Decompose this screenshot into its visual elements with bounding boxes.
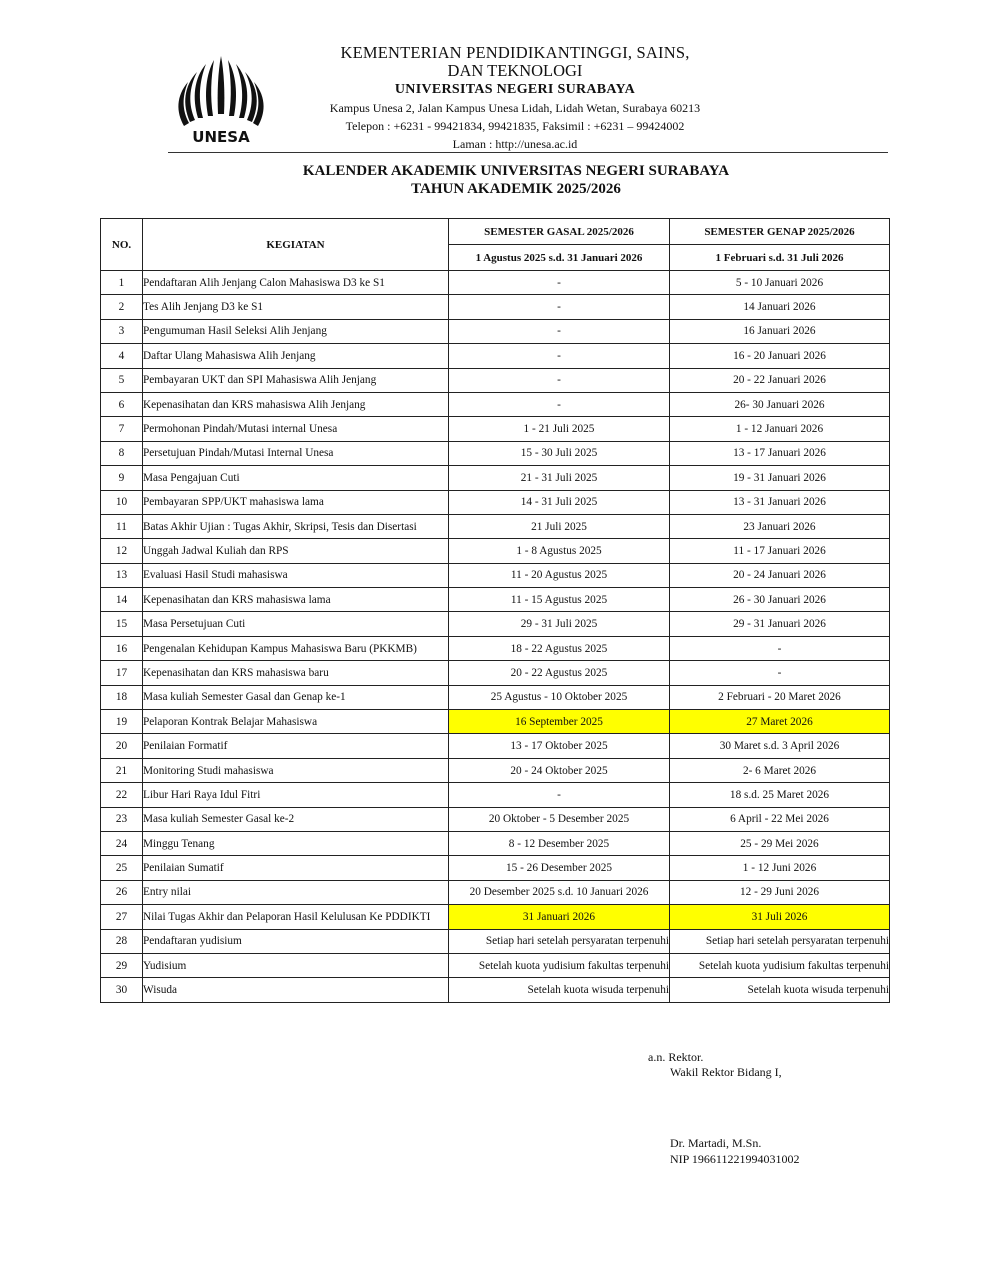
row-number: 20 [101,734,143,758]
row-number: 16 [101,636,143,660]
row-semester-genap: 20 - 24 Januari 2026 [670,563,890,587]
letterhead-divider [168,152,888,153]
row-kegiatan: Yudisium [143,953,449,977]
row-semester-genap: 25 - 29 Mei 2026 [670,831,890,855]
row-semester-genap: 29 - 31 Januari 2026 [670,612,890,636]
row-number: 11 [101,514,143,538]
title-line-1: KALENDER AKADEMIK UNIVERSITAS NEGERI SURABAYA [302,163,730,179]
row-kegiatan: Monitoring Studi mahasiswa [143,758,449,782]
row-number: 1 [101,271,143,295]
address: Kampus Unesa 2, Jalan Kampus Unesa Lidah, Lidah Wetan, Surabaya 60213 [329,101,701,115]
row-semester-gasal: - [449,344,670,368]
table-row [101,831,890,855]
row-kegiatan: Masa kuliah Semester Gasal ke-2 [143,807,449,831]
row-semester-gasal: 29 - 31 Juli 2025 [449,612,670,636]
signature-name: Dr. Martadi, M.Sn. [670,1136,762,1150]
row-semester-gasal: 20 Desember 2025 s.d. 10 Januari 2026 [449,880,670,904]
row-semester-gasal: - [449,271,670,295]
phone: Telepon : +6231 - 99421834, 99421835, Faksimil : +6231 – 99424002 [345,119,685,133]
row-semester-genap: 20 - 22 Januari 2026 [670,368,890,392]
table-row [101,661,890,685]
table-row [101,734,890,758]
row-kegiatan: Masa kuliah Semester Gasal dan Genap ke-1 [143,685,449,709]
row-number: 17 [101,661,143,685]
row-number: 24 [101,831,143,855]
signature-an: a.n. Rektor. [648,1050,704,1064]
header-genap-title: SEMESTER GENAP 2025/2026 [670,219,890,245]
row-number: 12 [101,539,143,563]
row-semester-genap: 11 - 17 Januari 2026 [670,539,890,563]
row-kegiatan: Evaluasi Hasil Studi mahasiswa [143,563,449,587]
row-number: 19 [101,710,143,734]
row-semester-gasal: 11 - 20 Agustus 2025 [449,563,670,587]
row-number: 28 [101,929,143,953]
table-row [101,441,890,465]
row-semester-gasal: 31 Januari 2026 [449,905,670,929]
row-semester-genap: 2- 6 Maret 2026 [670,758,890,782]
row-semester-gasal: - [449,319,670,343]
row-kegiatan: Persetujuan Pindah/Mutasi Internal Unesa [143,441,449,465]
signature-nip: NIP 196611221994031002 [670,1152,800,1166]
row-number: 23 [101,807,143,831]
title-line-2: TAHUN AKADEMIK 2025/2026 [411,180,621,197]
unesa-logo [168,52,274,148]
row-number: 15 [101,612,143,636]
row-semester-gasal: 25 Agustus - 10 Oktober 2025 [449,685,670,709]
row-number: 25 [101,856,143,880]
row-kegiatan: Pengumuman Hasil Seleksi Alih Jenjang [143,319,449,343]
row-semester-genap: 19 - 31 Januari 2026 [670,466,890,490]
row-semester-genap: 6 April - 22 Mei 2026 [670,807,890,831]
row-kegiatan: Minggu Tenang [143,831,449,855]
row-semester-gasal: 20 - 22 Agustus 2025 [449,661,670,685]
row-kegiatan: Permohonan Pindah/Mutasi internal Unesa [143,417,449,441]
row-semester-genap: 12 - 29 Juni 2026 [670,880,890,904]
row-number: 21 [101,758,143,782]
row-number: 7 [101,417,143,441]
row-kegiatan: Tes Alih Jenjang D3 ke S1 [143,295,449,319]
row-semester-gasal: 8 - 12 Desember 2025 [449,831,670,855]
row-semester-gasal: 14 - 31 Juli 2025 [449,490,670,514]
row-semester-genap: 1 - 12 Juni 2026 [670,856,890,880]
row-kegiatan: Pembayaran UKT dan SPI Mahasiswa Alih Jenjang [143,368,449,392]
table-row [101,905,890,929]
row-semester-genap: 13 - 31 Januari 2026 [670,490,890,514]
row-semester-genap: Setiap hari setelah persyaratan terpenuhi [670,929,890,953]
row-semester-genap: - [670,661,890,685]
row-semester-gasal: 16 September 2025 [449,710,670,734]
table-row [101,295,890,319]
table-row [101,856,890,880]
letterhead [0,0,990,160]
row-number: 29 [101,953,143,977]
row-semester-genap: 13 - 17 Januari 2026 [670,441,890,465]
signature-position: Wakil Rektor Bidang I, [670,1065,782,1079]
row-semester-genap: 26- 30 Januari 2026 [670,392,890,416]
row-semester-gasal: - [449,392,670,416]
row-semester-genap: 2 Februari - 20 Maret 2026 [670,685,890,709]
row-number: 5 [101,368,143,392]
row-semester-genap: Setelah kuota yudisium fakultas terpenuhi [670,953,890,977]
row-kegiatan: Masa Persetujuan Cuti [143,612,449,636]
header-gasal-range: 1 Agustus 2025 s.d. 31 Januari 2026 [449,245,670,271]
row-kegiatan: Kepenasihatan dan KRS mahasiswa Alih Jenjang [143,392,449,416]
row-kegiatan: Pengenalan Kehidupan Kampus Mahasiswa Baru (PKKMB) [143,636,449,660]
academic-calendar-table [100,218,890,1003]
row-semester-gasal: 20 - 24 Oktober 2025 [449,758,670,782]
header-kegiatan: KEGIATAN [143,219,449,271]
row-number: 9 [101,466,143,490]
table-row [101,612,890,636]
website: Laman : http://unesa.ac.id [452,137,578,151]
row-semester-gasal: - [449,783,670,807]
table-row [101,953,890,977]
row-kegiatan: Pembayaran SPP/UKT mahasiswa lama [143,490,449,514]
table-row [101,563,890,587]
row-semester-genap: Setelah kuota wisuda terpenuhi [670,978,890,1002]
row-number: 22 [101,783,143,807]
table-row [101,685,890,709]
table-row [101,783,890,807]
row-semester-gasal: 11 - 15 Agustus 2025 [449,588,670,612]
row-number: 30 [101,978,143,1002]
row-number: 6 [101,392,143,416]
row-semester-gasal: Setelah kuota yudisium fakultas terpenuhi [449,953,670,977]
row-kegiatan: Pendaftaran Alih Jenjang Calon Mahasiswa D3 ke S1 [143,271,449,295]
row-semester-genap: - [670,636,890,660]
table-row [101,417,890,441]
row-semester-gasal: 15 - 30 Juli 2025 [449,441,670,465]
row-semester-genap: 5 - 10 Januari 2026 [670,271,890,295]
row-semester-gasal: 13 - 17 Oktober 2025 [449,734,670,758]
table-body [101,271,890,1003]
row-semester-gasal: 20 Oktober - 5 Desember 2025 [449,807,670,831]
row-kegiatan: Wisuda [143,978,449,1002]
row-semester-gasal: 1 - 21 Juli 2025 [449,417,670,441]
row-semester-genap: 26 - 30 Januari 2026 [670,588,890,612]
row-semester-genap: 14 Januari 2026 [670,295,890,319]
row-kegiatan: Penilaian Formatif [143,734,449,758]
row-semester-genap: 18 s.d. 25 Maret 2026 [670,783,890,807]
table-row [101,636,890,660]
row-kegiatan: Kepenasihatan dan KRS mahasiswa baru [143,661,449,685]
row-semester-gasal: 21 - 31 Juli 2025 [449,466,670,490]
row-number: 18 [101,685,143,709]
table-row [101,319,890,343]
row-number: 8 [101,441,143,465]
table-row [101,978,890,1002]
row-semester-gasal: - [449,368,670,392]
row-kegiatan: Masa Pengajuan Cuti [143,466,449,490]
row-number: 26 [101,880,143,904]
table-row [101,929,890,953]
row-number: 14 [101,588,143,612]
row-semester-gasal: Setiap hari setelah persyaratan terpenuhi [449,929,670,953]
table-row [101,758,890,782]
row-number: 13 [101,563,143,587]
row-semester-gasal: 15 - 26 Desember 2025 [449,856,670,880]
row-semester-gasal: Setelah kuota wisuda terpenuhi [449,978,670,1002]
row-kegiatan: Unggah Jadwal Kuliah dan RPS [143,539,449,563]
row-number: 10 [101,490,143,514]
row-kegiatan: Nilai Tugas Akhir dan Pelaporan Hasil Kelulusan Ke PDDIKTI [143,905,449,929]
table-header-row [101,219,890,245]
table-row [101,539,890,563]
header-no: NO. [101,219,143,271]
row-kegiatan: Batas Akhir Ujian : Tugas Akhir, Skripsi, Tesis dan Disertasi [143,514,449,538]
row-kegiatan: Pendaftaran yudisium [143,929,449,953]
table-row [101,880,890,904]
row-kegiatan: Kepenasihatan dan KRS mahasiswa lama [143,588,449,612]
row-number: 3 [101,319,143,343]
row-kegiatan: Libur Hari Raya Idul Fitri [143,783,449,807]
row-semester-gasal: - [449,295,670,319]
row-semester-genap: 30 Maret s.d. 3 April 2026 [670,734,890,758]
row-kegiatan: Pelaporan Kontrak Belajar Mahasiswa [143,710,449,734]
table-row [101,807,890,831]
university-name: UNIVERSITAS NEGERI SURABAYA [394,82,636,97]
row-semester-genap: 31 Juli 2026 [670,905,890,929]
row-semester-genap: 16 Januari 2026 [670,319,890,343]
ministry-line-2: DAN TEKNOLOGI [447,61,583,80]
table-row [101,344,890,368]
document-title [0,163,990,198]
logo-wordmark: UNESA [192,128,250,146]
table-row [101,588,890,612]
table-row [101,514,890,538]
table-row [101,466,890,490]
row-semester-genap: 16 - 20 Januari 2026 [670,344,890,368]
header-gasal-title: SEMESTER GASAL 2025/2026 [449,219,670,245]
row-semester-gasal: 18 - 22 Agustus 2025 [449,636,670,660]
row-number: 2 [101,295,143,319]
table-row [101,271,890,295]
row-semester-gasal: 21 Juli 2025 [449,514,670,538]
row-semester-gasal: 1 - 8 Agustus 2025 [449,539,670,563]
ministry-line-1: KEMENTERIAN PENDIDIKANTINGGI, SAINS, [340,43,690,62]
row-semester-genap: 27 Maret 2026 [670,710,890,734]
table-row [101,392,890,416]
row-kegiatan: Entry nilai [143,880,449,904]
row-semester-genap: 23 Januari 2026 [670,514,890,538]
table-row [101,710,890,734]
row-kegiatan: Daftar Ulang Mahasiswa Alih Jenjang [143,344,449,368]
row-number: 27 [101,905,143,929]
row-kegiatan: Penilaian Sumatif [143,856,449,880]
table-row [101,368,890,392]
row-semester-genap: 1 - 12 Januari 2026 [670,417,890,441]
row-number: 4 [101,344,143,368]
table-row [101,490,890,514]
header-genap-range: 1 Februari s.d. 31 Juli 2026 [670,245,890,271]
